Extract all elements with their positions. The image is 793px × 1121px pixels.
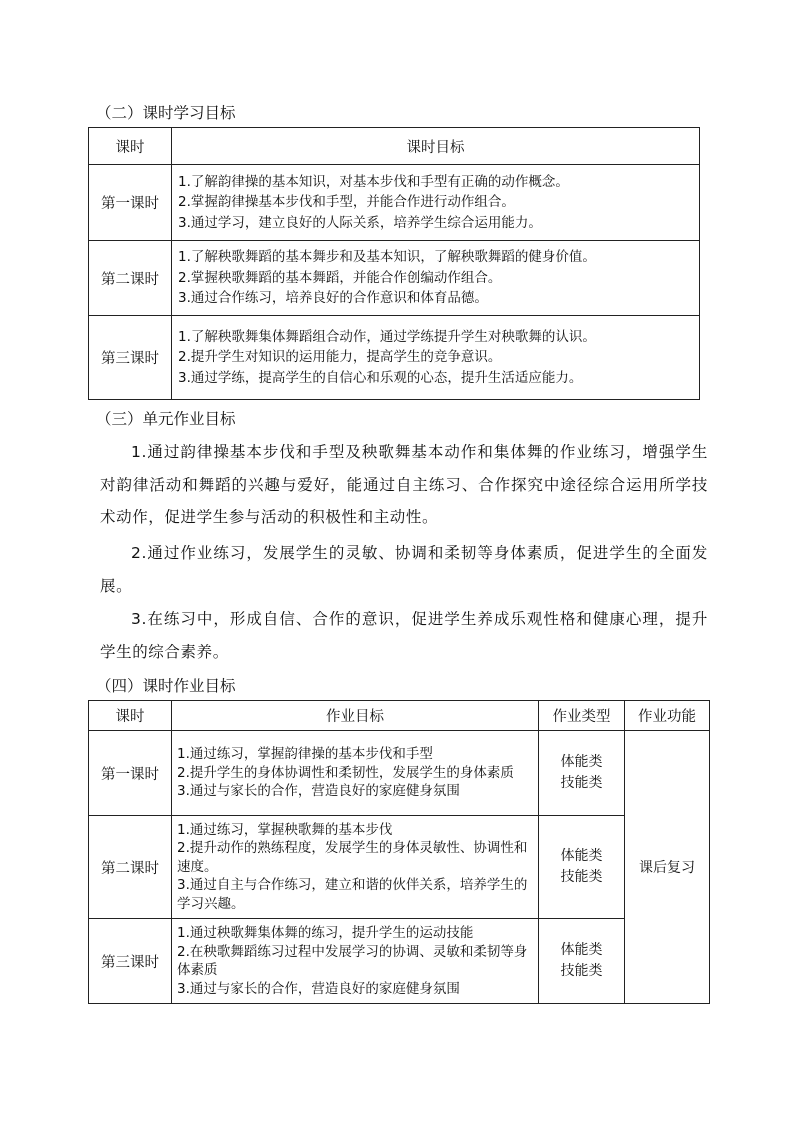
table-row [89,816,710,919]
homework-types [539,731,625,816]
header-homework-function: 作业功能 [625,701,710,731]
goal-paragraph: 1.通过韵律操基本步伐和手型及秧歌舞基本动作和集体舞的作业练习，增强学生对韵律活动和舞蹈的兴趣与爱好，能通过自主练习、合作探究中途径综合运用所学技术动作，促进学生参与活动的积极性和主动性。 [100,443,708,526]
lesson-goals-table [88,127,700,400]
type-label: 体能类 [560,848,603,864]
section2-title: （二）课时学习目标 [96,104,236,122]
goal-item: 2.提升动作的熟练程度，发展学生的身体灵敏性、协调性和速度。 [177,840,528,875]
lesson-name: 第三课时 [89,919,172,1004]
type-label: 体能类 [560,754,603,770]
table-row [89,316,700,400]
homework-goals-table [88,700,710,1004]
type-label: 技能类 [560,963,603,979]
goal-item: 2.提升学生对知识的运用能力，提高学生的竞争意识。 [178,349,502,366]
table-row [89,241,700,316]
type-label: 技能类 [560,775,603,791]
lesson-name: 第一课时 [89,731,172,816]
header-lesson: 课时 [89,701,172,731]
table-header-row [89,701,710,731]
goal-item: 1.了解秧歌舞蹈的基本舞步和及基本知识，了解秧歌舞蹈的健身价值。 [178,249,596,266]
homework-goals [172,816,539,919]
header-lesson-goal: 课时目标 [172,128,700,165]
lesson-goals [172,241,700,316]
goal-item: 1.通过秧歌舞集体舞的练习，提升学生的运动技能 [177,925,474,941]
goal-item: 2.提升学生的身体协调性和柔韧性，发展学生的身体素质 [177,764,514,781]
goal-item: 2.掌握韵律操基本步伐和手型，并能合作进行动作组合。 [178,194,515,211]
lesson-name: 第二课时 [89,816,172,919]
header-homework-goal: 作业目标 [172,701,539,731]
section3-title: （三）单元作业目标 [96,410,236,428]
type-label: 体能类 [560,942,603,958]
goal-item: 1.了解秧歌舞集体舞蹈组合动作，通过学练提升学生对秧歌舞的认识。 [178,328,596,345]
table-row [89,919,710,1004]
goal-item: 1.通过练习，掌握秧歌舞的基本步伐 [177,821,393,838]
lesson-name: 第三课时 [89,316,172,400]
goal-item: 3.通过自主与合作练习，建立和谐的伙伴关系，培养学生的学习兴趣。 [177,877,528,912]
goal-item: 1.了解韵律操的基本知识，对基本步伐和手型有正确的动作概念。 [178,173,569,190]
goal-item: 3.通过与家长的合作，营造良好的家庭健身氛围 [177,783,460,800]
goal-item: 3.通过学练，提高学生的自信心和乐观的心态，提升生活适应能力。 [178,369,583,386]
header-homework-type: 作业类型 [539,701,625,731]
lesson-goals [172,165,700,241]
homework-types [539,816,625,919]
homework-goals [172,919,539,1004]
goal-item: 3.通过学习，建立良好的人际关系，培养学生综合运用能力。 [178,214,542,231]
homework-function: 课后复习 [625,731,710,1004]
header-lesson: 课时 [89,128,172,165]
table-row [89,731,710,816]
section4-title: （四）课时作业目标 [96,677,236,695]
type-label: 技能类 [560,869,603,885]
goal-item: 2.在秧歌舞蹈练习过程中发展学习的协调、灵敏和柔韧等身体素质 [177,943,528,978]
goal-item: 2.掌握秧歌舞蹈的基本舞蹈，并能合作创编动作组合。 [178,269,502,286]
goal-item: 3.通过合作练习，培养良好的合作意识和体育品德。 [178,290,488,307]
goal-item: 3.通过与家长的合作，营造良好的家庭健身氛围 [177,980,460,997]
homework-types [539,919,625,1004]
lesson-name: 第二课时 [89,241,172,316]
table-row [89,165,700,241]
homework-goals [172,731,539,816]
goal-paragraph: 3.在练习中，形成自信、合作的意识，促进学生养成乐观性格和健康心理，提升学生的综合素养。 [100,610,708,661]
lesson-name: 第一课时 [89,165,172,241]
goal-paragraph: 2.通过作业练习，发展学生的灵敏、协调和柔韧等身体素质，促进学生的全面发展。 [100,544,708,595]
goal-item: 1.通过练习，掌握韵律操的基本步伐和手型 [177,746,433,763]
table-header-row [89,128,700,165]
lesson-goals [172,316,700,400]
